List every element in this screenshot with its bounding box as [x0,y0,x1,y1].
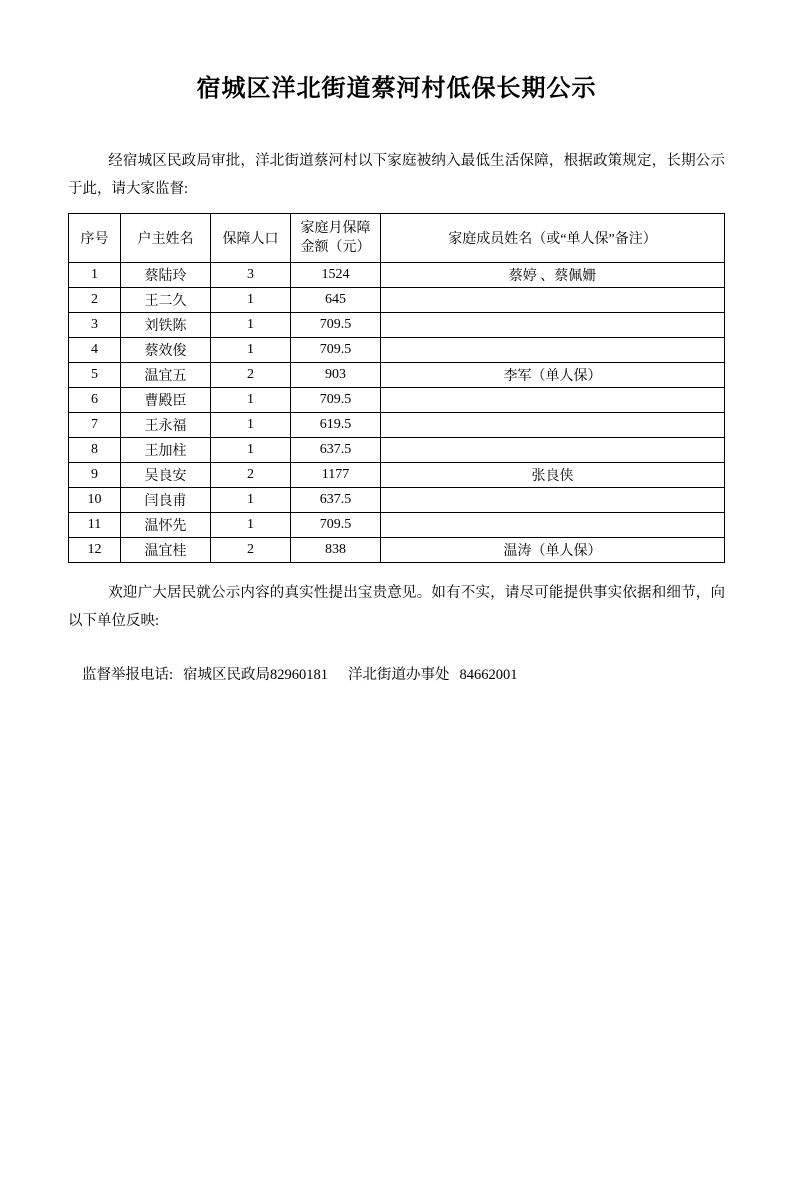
contact-phone-civil-affairs: 82960181 [270,667,329,683]
cell-no: 9 [69,463,121,488]
table-row [69,513,725,538]
cell-amount: 838 [291,538,381,563]
cell-members: 蔡婷 、蔡佩姗 [381,263,725,288]
document-page [0,68,793,1190]
header-householder: 户主姓名 [121,214,211,263]
cell-no: 11 [69,513,121,538]
cell-people: 1 [211,313,291,338]
header-no: 序号 [69,214,121,263]
cell-members [381,388,725,413]
cell-no: 7 [69,413,121,438]
cell-householder: 刘铁陈 [121,313,211,338]
cell-householder: 温宜五 [121,363,211,388]
cell-people: 2 [211,463,291,488]
table-row [69,488,725,513]
contact-org-street-office: 洋北街道办事处 [348,667,450,683]
cell-members [381,438,725,463]
cell-no: 6 [69,388,121,413]
cell-members: 张良侠 [381,463,725,488]
header-amount-line1: 家庭月保障 [300,221,371,236]
cell-people: 1 [211,438,291,463]
cell-householder: 温宜桂 [121,538,211,563]
contact-line [68,661,725,689]
cell-householder: 王加柱 [121,438,211,463]
cell-amount: 709.5 [291,313,381,338]
cell-householder: 温怀先 [121,513,211,538]
table-row [69,363,725,388]
cell-people: 1 [211,488,291,513]
cell-members: 李军（单人保） [381,363,725,388]
cell-no: 5 [69,363,121,388]
note-text: 欢迎广大居民就公示内容的真实性提出宝贵意见。如有不实，请尽可能提供事实依据和细节，向以下单位反映: [68,585,725,629]
cell-amount: 637.5 [291,488,381,513]
cell-people: 3 [211,263,291,288]
table-row [69,263,725,288]
cell-no: 12 [69,538,121,563]
cell-amount: 1177 [291,463,381,488]
header-amount [291,214,381,263]
beneficiary-table [68,213,725,563]
cell-no: 2 [69,288,121,313]
cell-members [381,313,725,338]
table-row [69,338,725,363]
header-people: 保障人口 [211,214,291,263]
cell-people: 1 [211,388,291,413]
header-members: 家庭成员姓名（或“单人保”备注） [381,214,725,263]
intro-text: 经宿城区民政局审批，洋北街道蔡河村以下家庭被纳入最低生活保障，根据政策规定，长期公示于此，请大家监督: [68,153,725,197]
table-header-row [69,214,725,263]
cell-householder: 蔡陆玲 [121,263,211,288]
cell-no: 10 [69,488,121,513]
cell-people: 1 [211,413,291,438]
cell-people: 2 [211,363,291,388]
contact-phone-street-office: 84662001 [459,667,518,683]
cell-householder: 闫良甫 [121,488,211,513]
cell-householder: 蔡效俊 [121,338,211,363]
table-row [69,313,725,338]
cell-no: 4 [69,338,121,363]
contact-org-civil-affairs: 宿城区民政局 [183,667,271,683]
cell-amount: 645 [291,288,381,313]
cell-members [381,488,725,513]
cell-no: 1 [69,263,121,288]
cell-amount: 1524 [291,263,381,288]
table-row [69,288,725,313]
intro-paragraph [68,147,725,203]
cell-no: 3 [69,313,121,338]
cell-amount: 619.5 [291,413,381,438]
cell-members [381,338,725,363]
cell-amount: 709.5 [291,388,381,413]
cell-members [381,288,725,313]
cell-people: 1 [211,338,291,363]
cell-householder: 王二久 [121,288,211,313]
cell-people: 1 [211,513,291,538]
table-row [69,438,725,463]
cell-amount: 637.5 [291,438,381,463]
header-amount-line2: 金额（元） [300,240,371,255]
cell-amount: 709.5 [291,513,381,538]
cell-members [381,413,725,438]
contact-label: 监督举报电话: [82,667,174,683]
table-body [69,263,725,563]
cell-householder: 王永福 [121,413,211,438]
note-paragraph [68,579,725,635]
cell-householder: 曹殿臣 [121,388,211,413]
table-row [69,413,725,438]
cell-householder: 吴良安 [121,463,211,488]
table-row [69,538,725,563]
cell-people: 1 [211,288,291,313]
table-header [69,214,725,263]
cell-people: 2 [211,538,291,563]
cell-amount: 903 [291,363,381,388]
cell-amount: 709.5 [291,338,381,363]
page-title: 宿城区洋北街道蔡河村低保长期公示 [196,76,597,102]
cell-members: 温涛（单人保） [381,538,725,563]
cell-no: 8 [69,438,121,463]
cell-members [381,513,725,538]
table-row [69,388,725,413]
table-row [69,463,725,488]
